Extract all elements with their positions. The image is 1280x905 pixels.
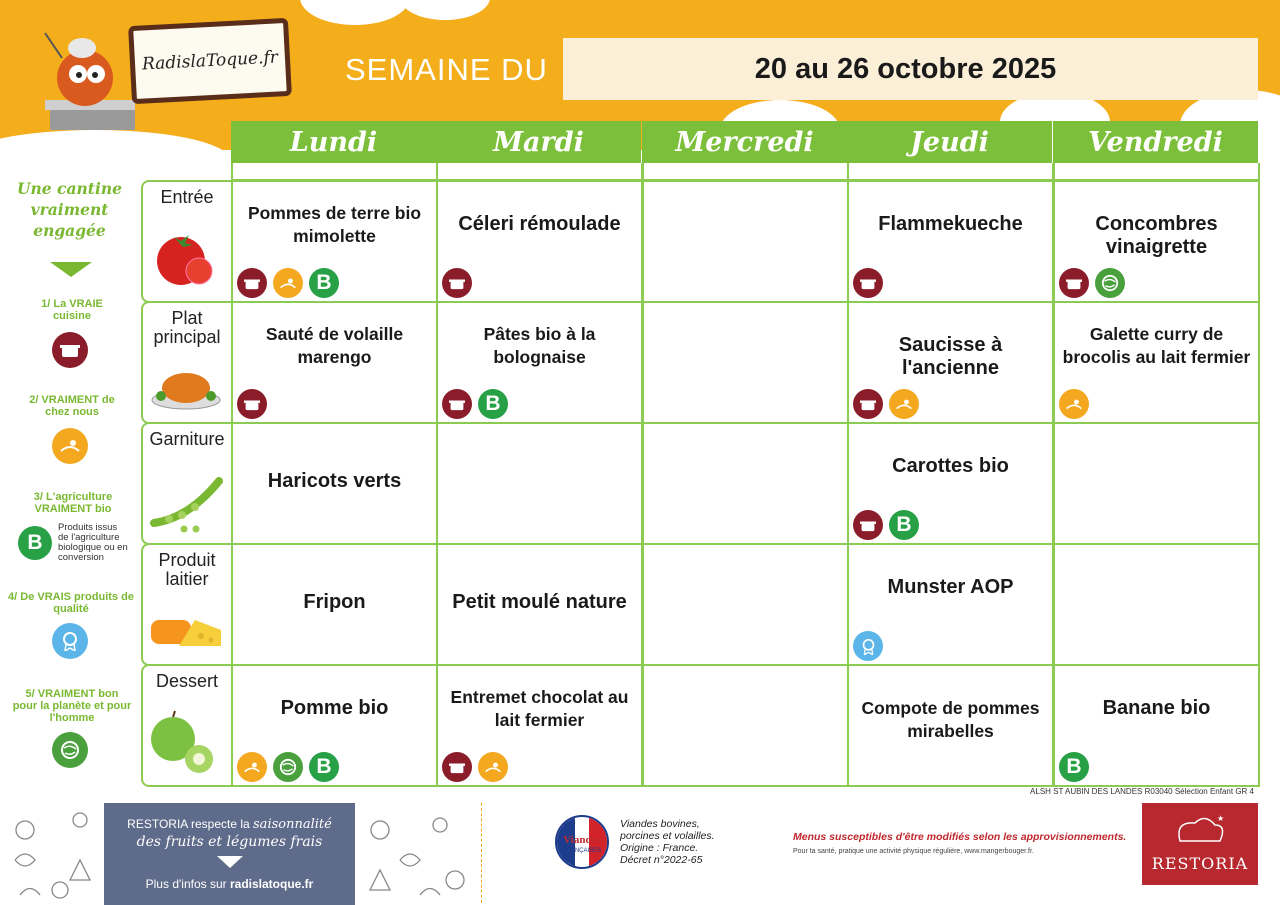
category-cell [141,664,233,787]
label-icons [237,752,339,782]
bio-icon: B [1059,752,1089,782]
sidebar-title: Une cantine vraiment engagée [17,179,122,240]
sidebar-arrow-icon [50,262,92,277]
label-icons [853,510,919,540]
menu-cell [847,422,1054,545]
dish-name: Fripon [303,591,366,613]
day-subheader [642,163,849,181]
local-farm-icon [273,268,303,298]
label-icons [1059,389,1089,419]
dish-name: Pomme bio [280,697,389,719]
label-icons [1059,268,1125,298]
planet-icon [273,752,303,782]
dish-name: Pommes de terre bio mimolette [247,203,422,246]
dish-name: Carottes bio [892,455,1009,477]
meat-origin-text [620,818,715,866]
label-icons [237,389,267,419]
category-label: Dessert [155,671,218,691]
dish-name: Concombres vinaigrette [1095,213,1218,258]
label-icons [853,268,883,298]
bio-icon: B [309,268,339,298]
viandes-francaises-logo [555,815,609,869]
cloud-decoration [400,0,490,20]
dish-name: Compote de pommes mirabelles [861,698,1040,741]
logo-text: RadislaToque.fr [141,47,279,75]
footer-divider [481,803,482,903]
date-box [563,38,1258,100]
menu-cell [231,664,438,787]
category-label: Garniture [149,429,225,449]
seasonality-box [104,803,355,905]
meat-origin-line: Viandes bovines, [620,818,700,830]
menu-change-notice: Menus susceptibles d'être modifiés selon les approvisionnements. [793,831,1127,843]
bio-icon: B [18,526,52,560]
more-info-line [104,877,355,891]
seasonality-script: saisonnalité [253,817,332,832]
menu-cell [847,543,1054,666]
bio-note: Produits issus de l'agriculture biologique ou en conversion [58,522,128,563]
menu-cell [436,180,643,303]
bio-icon: B [478,389,508,419]
sidebar-item-label: 3/ L'agriculture VRAIMENT bio [33,491,113,515]
cheese-icon [149,612,224,658]
bio-icon: B [889,510,919,540]
menu-cell [642,664,849,787]
dish-name: Pâtes bio à la bolognaise [483,324,596,367]
cooking-pot-icon [442,268,472,298]
cooking-pot-icon [853,510,883,540]
dish-name: Petit moulé nature [452,591,627,613]
local-farm-icon [889,389,919,419]
menu-cell [847,664,1054,787]
week-label: SEMAINE DU [345,52,548,87]
seasonality-text: RESTORIA respecte la [127,817,250,831]
roast-chicken-icon [149,362,224,416]
restoria-brand: RESTORIA [1151,854,1249,873]
category-cell [141,301,233,424]
tomato-icon [149,221,219,295]
cooking-pot-icon [442,752,472,782]
site-logo[interactable] [128,18,292,104]
menu-cell [1053,422,1260,545]
cooking-pot-icon [442,389,472,419]
menu-cell [436,301,643,424]
health-notice: Pour ta santé, pratique une activité physique régulière, www.mangerbouger.fr. [793,848,1034,855]
bio-icon: B [309,752,339,782]
sidebar-item-label: 2/ VRAIMENT de chez nous [29,394,115,418]
date-range: 20 au 26 octobre 2025 [754,52,1057,85]
quality-medal-icon [853,631,883,661]
day-header-vendredi: Vendredi [1053,121,1258,163]
seasonality-line1 [104,817,355,832]
menu-cell [231,543,438,666]
category-cell [141,422,233,545]
meat-origin-line: Décret n°2022-65 [620,854,703,866]
down-arrow-icon [217,856,243,868]
sidebar-item-label: 1/ La VRAIE cuisine [41,298,103,322]
menu-cell [642,301,849,424]
dish-name: Flammekueche [878,213,1023,235]
dish-name: Munster AOP [887,576,1014,598]
day-subheader [847,163,1054,181]
dish-name: Galette curry de brocolis au lait fermier [1062,324,1251,367]
category-label: Produit laitier [158,550,216,589]
day-subheader [231,163,438,181]
label-icons [237,268,339,298]
menu-cell [436,422,643,545]
cooking-pot-icon [853,268,883,298]
label-icons [1059,752,1089,782]
restoria-logo [1142,803,1258,885]
category-cell [141,180,233,303]
chef-hat-icon [1165,811,1235,851]
cooking-pot-icon [237,268,267,298]
apple-icon [149,709,219,779]
local-farm-icon [52,428,88,464]
vf-logo-bottom: FRANÇAISES [562,848,602,854]
menu-cell [1053,543,1260,666]
dish-name: Banane bio [1102,697,1211,719]
menu-cell [436,664,643,787]
label-icons [442,268,472,298]
cloud-decoration [300,0,410,25]
planet-icon [1095,268,1125,298]
dish-name: Haricots verts [267,470,402,492]
menu-cell [642,180,849,303]
cooking-pot-icon [853,389,883,419]
menu-reference: ALSH ST AUBIN DES LANDES R03040 Sélection Enfant GR 4 [1030,787,1254,796]
more-info-link[interactable]: radislatoque.fr [229,877,314,891]
dish-name: Sauté de volaille marengo [265,324,404,367]
day-header-jeudi: Jeudi [847,121,1052,163]
chef-mascot-icon [40,28,135,138]
menu-cell [1053,180,1260,303]
day-subheader [1053,163,1260,181]
svg-text:★: ★ [1217,814,1225,823]
category-label: Entrée [160,187,214,207]
day-subheader [436,163,643,181]
menu-cell [231,180,438,303]
label-icons [853,631,883,661]
category-cell [141,543,233,666]
cooking-pot-icon [237,389,267,419]
day-header-lundi: Lundi [231,121,436,163]
dish-name: Entremet chocolat au lait fermier [450,687,629,730]
day-header-mercredi: Mercredi [642,121,847,163]
meat-origin-line: Origine : France. [620,842,699,854]
label-icons [442,752,508,782]
cooking-pot-icon [52,332,88,368]
local-farm-icon [1059,389,1089,419]
menu-cell [642,543,849,666]
quality-medal-icon [52,623,88,659]
menu-cell [1053,301,1260,424]
label-icons [853,389,919,419]
local-farm-icon [478,752,508,782]
dish-name: Saucisse à l'ancienne [898,334,1003,379]
menu-cell [436,543,643,666]
menu-cell [231,422,438,545]
label-icons [442,389,508,419]
menu-cell [642,422,849,545]
day-header-mardi: Mardi [436,121,641,163]
category-label: Plat principal [153,308,221,347]
menu-cell [1053,664,1260,787]
menu-cell [847,301,1054,424]
cooking-pot-icon [1059,268,1089,298]
local-farm-icon [237,752,267,782]
meat-origin-line: porcines et volailles. [620,830,715,842]
sidebar-item-label: 4/ De VRAIS produits de qualité [8,591,134,615]
dish-name: Céleri rémoulade [458,213,621,235]
menu-cell [847,180,1054,303]
sidebar-item-label: 5/ VRAIMENT bon pour la planète et pour l'homme [12,688,132,724]
menu-cell [231,301,438,424]
vf-logo-top: Viandes [563,834,601,846]
planet-icon [52,732,88,768]
seasonality-line2: des fruits et légumes frais [136,834,323,850]
more-info-text: Plus d'infos sur [145,877,227,891]
green-beans-icon [149,473,224,537]
